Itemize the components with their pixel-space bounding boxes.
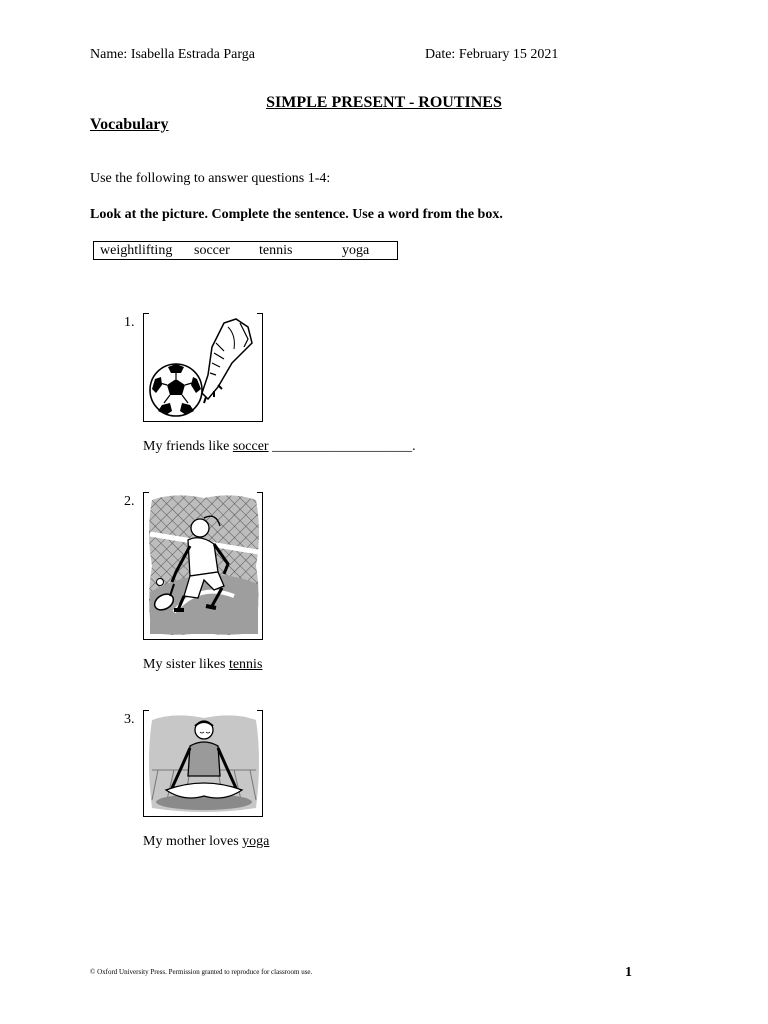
instructions-task: Look at the picture. Complete the sentence. Use a word from the box. [90, 207, 503, 222]
question-number: 2. [124, 494, 135, 509]
word-box-item: tennis [259, 243, 293, 258]
yoga-picture [143, 710, 263, 817]
word-box-item: yoga [342, 243, 370, 258]
word-box [93, 241, 398, 260]
page-title: SIMPLE PRESENT - ROUTINES [266, 94, 502, 111]
sentence-1: My friends like soccer ____________________. [143, 439, 416, 454]
answer-1: soccer [232, 439, 269, 454]
date: Date: February 15 2021 [425, 47, 559, 62]
answer-2: tennis [228, 657, 263, 672]
answer-3: yoga [242, 834, 270, 849]
tennis-picture [143, 492, 263, 640]
soccer-picture [143, 313, 263, 422]
word-box-item: soccer [194, 243, 230, 258]
student-name: Name: Isabella Estrada Parga [90, 47, 255, 62]
yoga-icon [144, 710, 264, 817]
section-heading: Vocabulary [90, 116, 169, 133]
word-box-item: weightlifting [100, 243, 173, 258]
sentence-3: My mother loves yoga [143, 834, 270, 849]
tennis-player-icon [144, 492, 264, 640]
copyright-notice: © Oxford University Press. Permission granted to reproduce for classroom use. [90, 968, 313, 976]
question-number: 3. [124, 712, 135, 727]
question-number: 1. [124, 315, 135, 330]
page-number: 1 [625, 965, 632, 980]
sentence-2: My sister likes tennis [143, 657, 263, 672]
instructions-intro: Use the following to answer questions 1-4: [90, 171, 331, 186]
soccer-ball-icon [144, 313, 264, 422]
